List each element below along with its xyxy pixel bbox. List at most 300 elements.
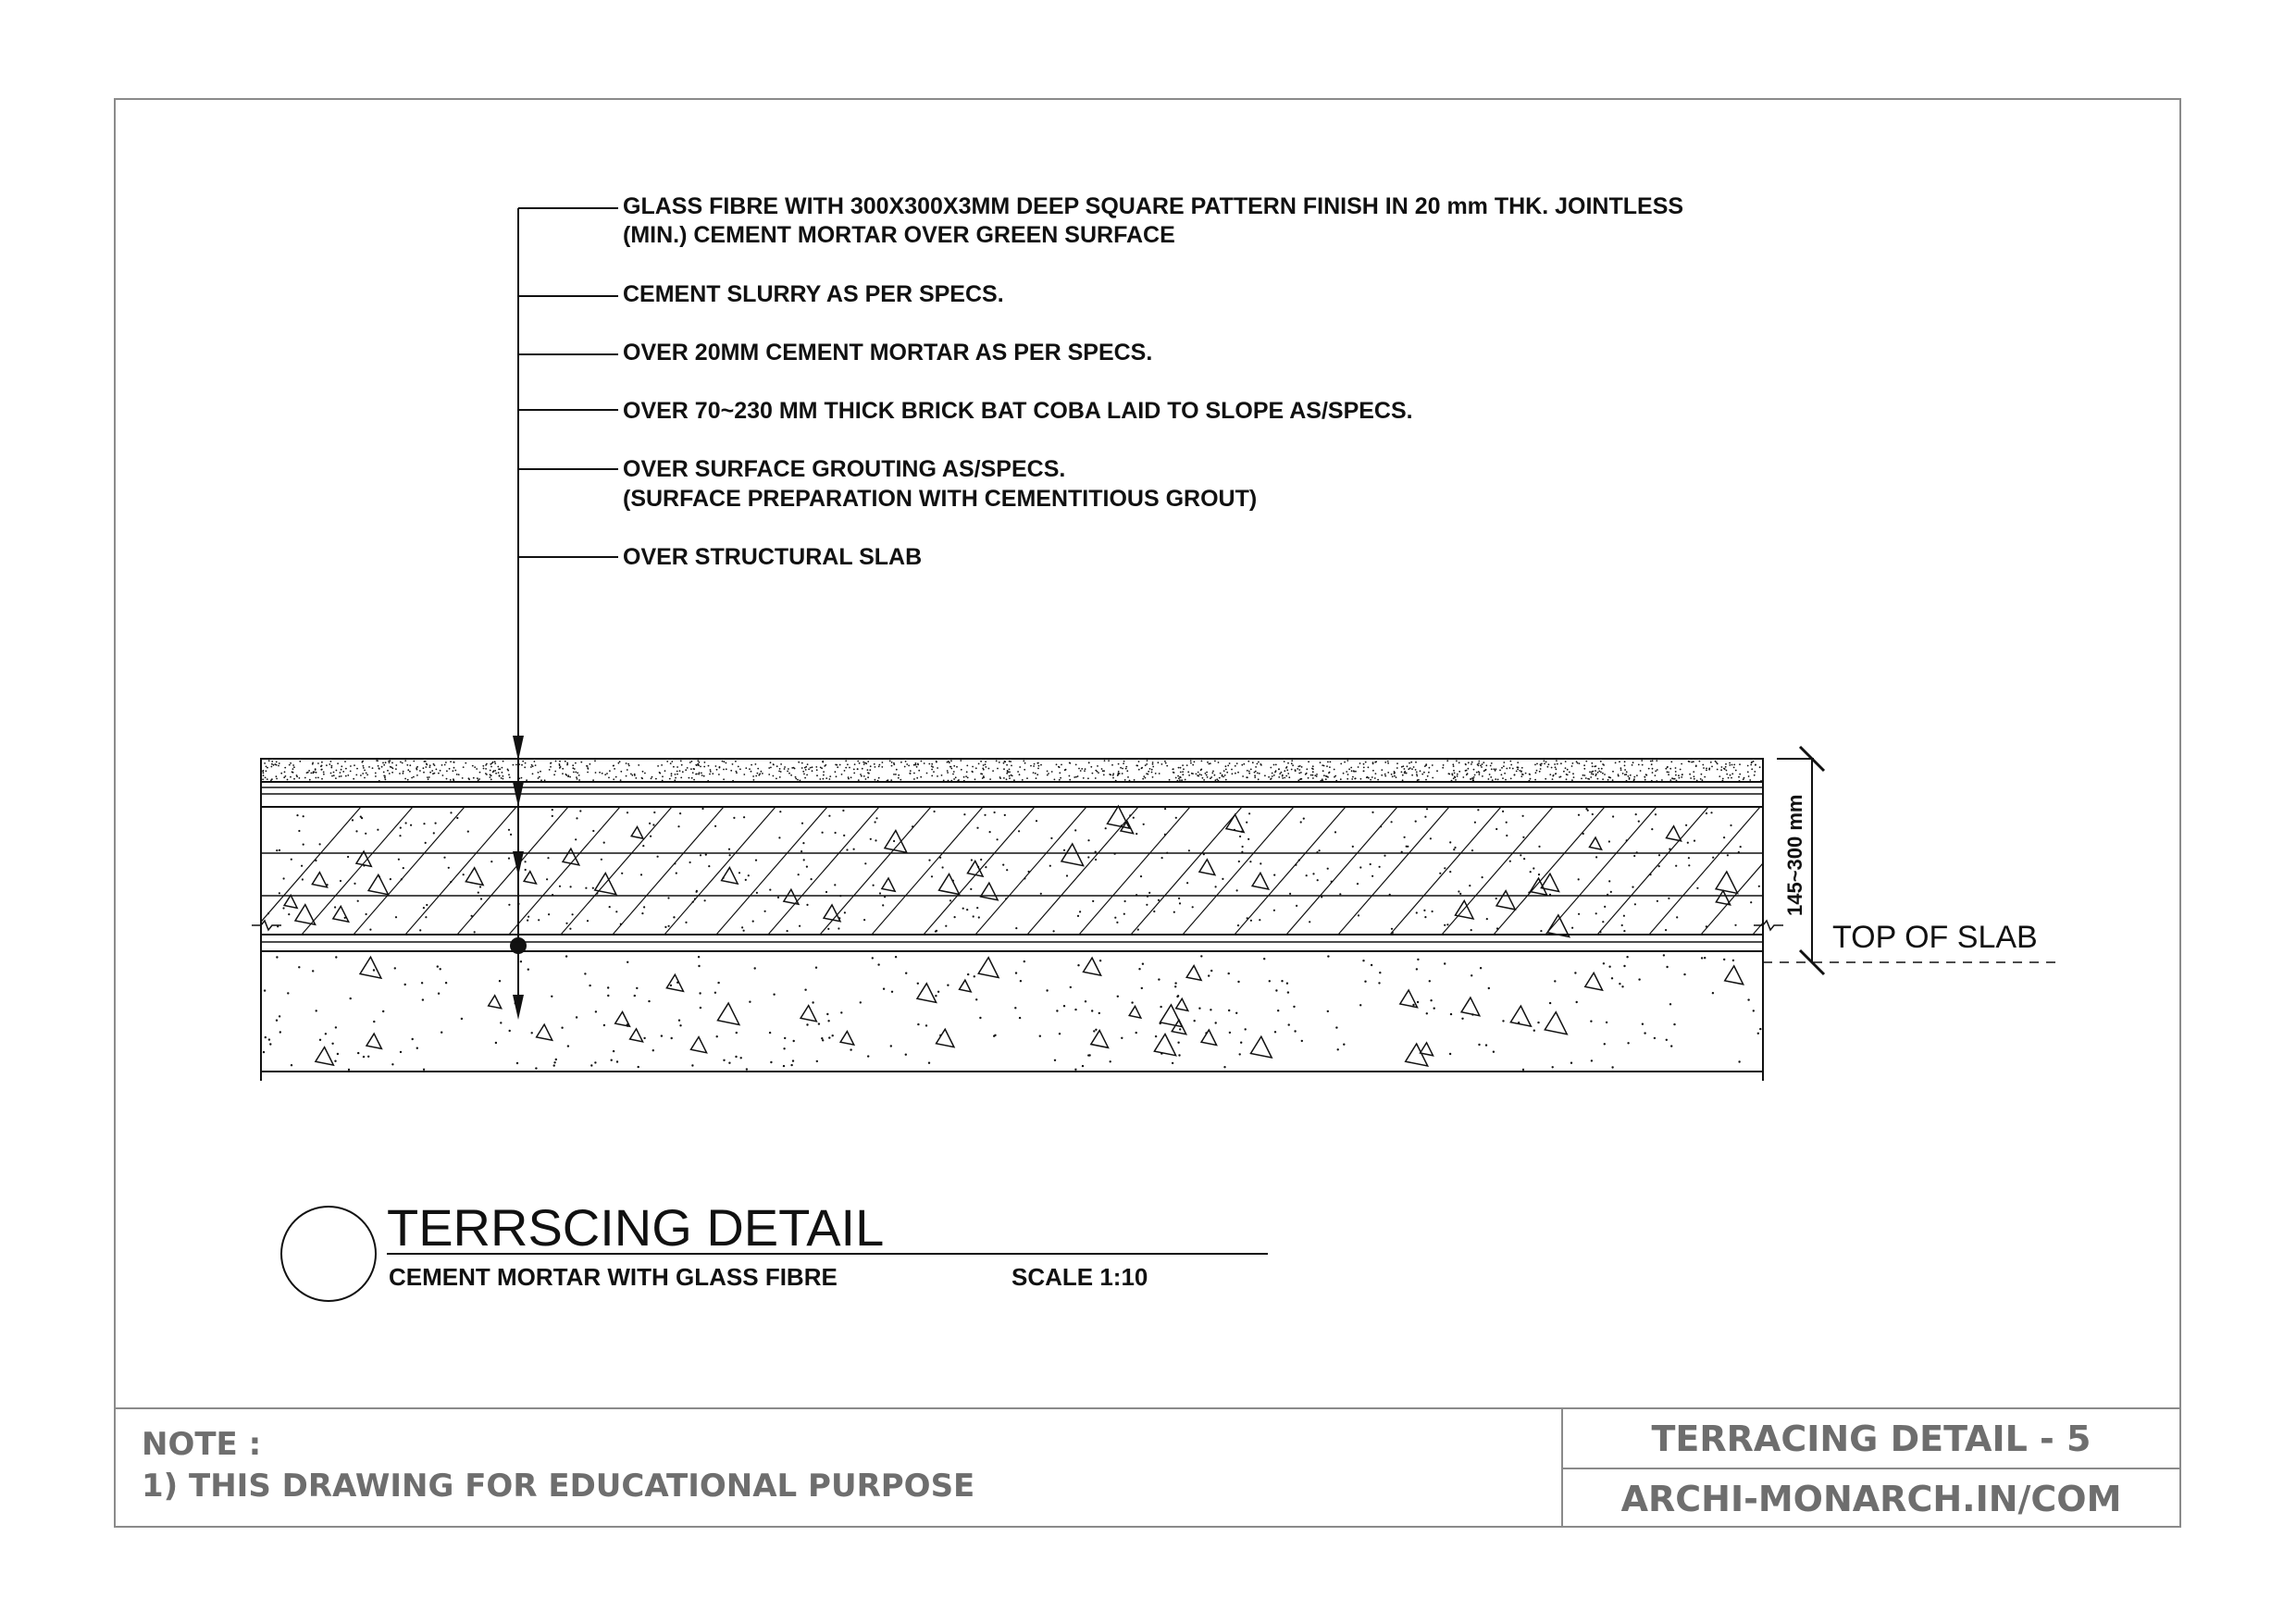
- stipple-dot: [708, 765, 710, 767]
- stipple-dot: [1166, 852, 1168, 854]
- stipple-dot: [822, 1039, 824, 1041]
- stipple-dot: [463, 873, 465, 875]
- stipple-dot: [1287, 991, 1289, 993]
- stipple-dot: [874, 763, 875, 765]
- stipple-dot: [1319, 849, 1321, 851]
- stipple-dot: [1452, 763, 1454, 765]
- aggregate-mark: [316, 1047, 333, 1065]
- stipple-dot: [522, 761, 524, 762]
- stipple-dot: [1177, 780, 1179, 782]
- stipple-dot: [1379, 866, 1381, 868]
- stipple-dot: [339, 775, 341, 777]
- stipple-dot: [1602, 773, 1604, 774]
- stipple-dot: [1028, 871, 1030, 873]
- stipple-dot: [1609, 777, 1611, 779]
- stipple-dot: [296, 774, 298, 776]
- stipple-dot: [1225, 765, 1227, 767]
- stipple-dot: [367, 1056, 369, 1058]
- stipple-dot: [1717, 769, 1719, 771]
- stipple-dot: [1430, 999, 1432, 1001]
- stipple-dot: [490, 779, 492, 781]
- stipple-dot: [839, 895, 841, 897]
- stipple-dot: [1175, 817, 1177, 819]
- stipple-dot: [1295, 864, 1297, 866]
- stipple-dot: [559, 763, 561, 765]
- stipple-dot: [1105, 827, 1107, 829]
- stipple-dot: [941, 774, 943, 776]
- stipple-dot: [1257, 763, 1259, 765]
- dimension-label: 145~300 mm: [1783, 794, 1806, 916]
- stipple-dot: [1632, 886, 1633, 888]
- stipple-dot: [1436, 770, 1438, 772]
- stipple-dot: [1098, 772, 1099, 774]
- stipple-dot: [1268, 776, 1270, 778]
- stipple-dot: [531, 764, 533, 766]
- stipple-dot: [1453, 849, 1455, 850]
- stipple-dot: [1630, 774, 1632, 776]
- stipple-dot: [1321, 780, 1322, 782]
- stipple-dot: [552, 894, 553, 896]
- stipple-dot: [1275, 989, 1277, 991]
- stipple-dot: [1600, 772, 1602, 774]
- stipple-dot: [867, 769, 869, 771]
- hatch-line: [924, 807, 1035, 935]
- stipple-dot: [1693, 771, 1694, 773]
- stipple-dot: [949, 762, 950, 763]
- stipple-dot: [562, 768, 564, 770]
- stipple-dot: [1530, 871, 1532, 873]
- stipple-dot: [1136, 1032, 1137, 1034]
- stipple-dot: [700, 766, 701, 768]
- stipple-dot: [520, 960, 522, 962]
- stipple-dot: [791, 767, 793, 769]
- stipple-dot: [587, 920, 589, 922]
- stipple-dot: [1478, 771, 1480, 773]
- stipple-dot: [634, 995, 636, 997]
- stipple-dot: [1372, 763, 1374, 765]
- stipple-dot: [1520, 770, 1522, 772]
- stipple-dot: [407, 779, 409, 781]
- stipple-dot: [462, 777, 464, 779]
- stipple-dot: [589, 985, 590, 986]
- stipple-dot: [1402, 779, 1404, 781]
- stipple-dot: [1173, 911, 1175, 913]
- stipple-dot: [1455, 779, 1457, 781]
- stipple-dot: [676, 771, 678, 773]
- stipple-dot: [887, 780, 888, 782]
- stipple-dot: [745, 767, 747, 769]
- stipple-dot: [681, 764, 683, 766]
- stipple-dot: [440, 770, 441, 772]
- stipple-dot: [1688, 864, 1690, 866]
- stipple-dot: [1680, 769, 1682, 771]
- stipple-dot: [652, 824, 654, 825]
- stipple-dot: [1689, 774, 1691, 775]
- section-layers: [252, 759, 1783, 1081]
- stipple-dot: [1674, 778, 1676, 780]
- stipple-dot: [1371, 964, 1372, 966]
- stipple-dot: [1632, 762, 1634, 763]
- stipple-dot: [521, 764, 523, 766]
- stipple-dot: [1723, 768, 1725, 770]
- stipple-dot: [673, 766, 675, 768]
- stipple-dot: [803, 774, 805, 775]
- stipple-dot: [1726, 770, 1728, 772]
- stipple-dot: [1462, 776, 1464, 778]
- stipple-dot: [773, 775, 775, 777]
- stipple-dot: [1739, 780, 1741, 782]
- stipple-dot: [1300, 772, 1302, 774]
- stipple-dot: [1080, 770, 1082, 772]
- stipple-dot: [1292, 764, 1294, 766]
- callout-label: (SURFACE PREPARATION WITH CEMENTITIOUS GROUT): [623, 486, 1258, 512]
- stipple-dot: [403, 771, 404, 773]
- stipple-dot: [1254, 772, 1256, 774]
- stipple-dot: [1695, 765, 1697, 767]
- stipple-dot: [1362, 960, 1364, 961]
- stipple-dot: [449, 768, 451, 770]
- stipple-dot: [779, 768, 781, 770]
- stipple-dot: [1114, 853, 1116, 855]
- stipple-dot: [404, 760, 406, 762]
- callout-label: OVER STRUCTURAL SLAB: [623, 544, 923, 570]
- stipple-dot: [340, 772, 341, 774]
- stipple-dot: [357, 900, 359, 902]
- stipple-dot: [1288, 1023, 1290, 1025]
- stipple-dot: [1570, 1062, 1572, 1064]
- stipple-dot: [290, 762, 292, 764]
- stipple-dot: [1216, 778, 1218, 780]
- stipple-dot: [1496, 927, 1498, 929]
- stipple-dot: [1286, 766, 1288, 768]
- stipple-dot: [317, 777, 319, 779]
- stipple-dot: [555, 761, 557, 762]
- stipple-dot: [1501, 774, 1503, 775]
- stipple-dot: [592, 887, 594, 889]
- stipple-dot: [1626, 780, 1628, 782]
- stipple-dot: [1694, 840, 1695, 842]
- stipple-dot: [413, 776, 415, 778]
- stipple-dot: [1278, 776, 1280, 778]
- stipple-dot: [1161, 763, 1163, 765]
- stipple-dot: [1442, 767, 1444, 769]
- stipple-dot: [837, 766, 838, 768]
- stipple-dot: [679, 1024, 681, 1026]
- stipple-dot: [1257, 773, 1259, 774]
- stipple-dot: [268, 760, 270, 762]
- stipple-dot: [1208, 974, 1210, 976]
- stipple-dot: [1518, 767, 1520, 769]
- stipple-dot: [1322, 778, 1323, 780]
- stipple-dot: [879, 764, 881, 766]
- stipple-dot: [1641, 760, 1643, 762]
- stipple-dot: [819, 778, 821, 780]
- stipple-dot: [1456, 760, 1458, 762]
- stipple-dot: [573, 772, 575, 774]
- stipple-dot: [429, 772, 431, 774]
- stipple-dot: [1706, 770, 1707, 772]
- stipple-dot: [364, 777, 366, 779]
- stipple-dot: [1595, 774, 1596, 776]
- stipple-dot: [1281, 980, 1283, 982]
- stipple-dot: [1534, 779, 1536, 781]
- stipple-dot: [1291, 762, 1293, 764]
- stipple-dot: [1656, 780, 1657, 782]
- stipple-dot: [925, 1024, 927, 1026]
- stipple-dot: [691, 761, 693, 762]
- stipple-dot: [273, 764, 275, 766]
- stipple-dot: [1719, 775, 1720, 777]
- stipple-dot: [1095, 777, 1097, 779]
- stipple-dot: [924, 762, 925, 764]
- stipple-dot: [1700, 778, 1702, 780]
- stipple-dot: [1040, 893, 1042, 895]
- stipple-dot: [1378, 982, 1380, 984]
- stipple-dot: [1350, 767, 1352, 769]
- stipple-dot: [341, 769, 342, 771]
- aggregate-mark: [1530, 878, 1546, 895]
- stipple-dot: [301, 865, 303, 867]
- stipple-dot: [1486, 918, 1488, 920]
- stipple-dot: [1620, 769, 1622, 771]
- stipple-dot: [971, 859, 973, 861]
- stipple-dot: [1471, 974, 1472, 976]
- stipple-dot: [525, 762, 527, 764]
- stipple-dot: [1140, 875, 1142, 877]
- stipple-dot: [1024, 960, 1025, 962]
- stipple-dot: [438, 993, 440, 995]
- stipple-dot: [1582, 774, 1584, 776]
- stipple-dot: [345, 775, 347, 777]
- stipple-dot: [372, 767, 374, 769]
- stipple-dot: [572, 913, 574, 915]
- stipple-dot: [1691, 762, 1693, 763]
- stipple-dot: [1549, 774, 1551, 775]
- stipple-dot: [1539, 771, 1541, 773]
- stipple-dot: [1119, 773, 1121, 774]
- stipple-dot: [790, 1064, 792, 1066]
- stipple-dot: [780, 771, 782, 773]
- stipple-dot: [1595, 770, 1596, 772]
- stipple-dot: [1478, 1044, 1480, 1046]
- stipple-dot: [1059, 766, 1061, 768]
- stipple-dot: [1355, 771, 1357, 773]
- stipple-dot: [1548, 763, 1550, 765]
- stipple-dot: [569, 928, 571, 930]
- stipple-dot: [398, 859, 400, 861]
- stipple-dot: [456, 774, 458, 775]
- stipple-dot: [1310, 774, 1312, 776]
- stipple-dot: [317, 762, 319, 764]
- stipple-dot: [1095, 1029, 1097, 1031]
- stipple-dot: [1219, 777, 1221, 779]
- stipple-dot: [1237, 981, 1239, 983]
- stipple-dot: [1732, 960, 1734, 961]
- stipple-dot: [749, 768, 751, 770]
- stipple-dot: [900, 779, 901, 781]
- stipple-dot: [403, 773, 404, 774]
- stipple-dot: [296, 814, 298, 816]
- stipple-dot: [1666, 1039, 1668, 1041]
- stipple-dot: [984, 814, 986, 816]
- stipple-dot: [1608, 776, 1610, 778]
- stipple-dot: [1658, 854, 1660, 856]
- stipple-dot: [1312, 774, 1314, 776]
- stipple-dot: [799, 925, 800, 927]
- stipple-dot: [784, 1037, 786, 1039]
- aggregate-mark: [1716, 872, 1737, 893]
- stipple-dot: [787, 930, 788, 932]
- stipple-dot: [1077, 775, 1079, 777]
- stipple-dot: [1030, 765, 1032, 767]
- stipple-dot: [1036, 820, 1037, 822]
- stipple-dot: [825, 777, 827, 779]
- stipple-dot: [534, 761, 536, 762]
- aggregate-mark: [722, 868, 738, 885]
- stipple-dot: [1137, 929, 1139, 931]
- stipple-dot: [448, 867, 450, 869]
- stipple-dot: [1179, 779, 1181, 781]
- stipple-dot: [1099, 960, 1101, 961]
- stipple-dot: [1675, 774, 1677, 776]
- stipple-dot: [1151, 769, 1153, 771]
- stipple-dot: [1759, 766, 1761, 768]
- stipple-dot: [655, 778, 657, 780]
- stipple-dot: [1549, 1002, 1551, 1004]
- stipple-dot: [350, 997, 352, 999]
- stipple-dot: [1282, 774, 1284, 776]
- stipple-dot: [1654, 1037, 1656, 1039]
- stipple-dot: [1354, 778, 1356, 780]
- stipple-dot: [1095, 851, 1097, 853]
- stipple-dot: [1293, 1006, 1295, 1008]
- stipple-dot: [1655, 774, 1657, 776]
- stipple-dot: [433, 832, 435, 834]
- stipple-dot: [615, 776, 617, 778]
- stipple-dot: [308, 770, 310, 772]
- stipple-dot: [1301, 778, 1303, 780]
- stipple-dot: [1161, 857, 1163, 859]
- stipple-dot: [1146, 773, 1148, 774]
- stipple-dot: [980, 761, 982, 762]
- stipple-dot: [806, 774, 808, 776]
- stipple-dot: [806, 904, 808, 906]
- stipple-dot: [1056, 1010, 1058, 1011]
- stipple-dot: [937, 767, 938, 769]
- stipple-dot: [471, 915, 473, 917]
- stipple-dot: [910, 770, 912, 772]
- stipple-dot: [450, 881, 452, 883]
- stipple-dot: [649, 823, 651, 824]
- stipple-dot: [319, 843, 321, 845]
- stipple-dot: [1279, 773, 1281, 774]
- stipple-dot: [517, 762, 519, 763]
- stipple-dot: [1618, 774, 1620, 775]
- stipple-dot: [1758, 886, 1760, 887]
- stipple-dot: [1254, 776, 1256, 778]
- stipple-dot: [1612, 771, 1614, 773]
- stipple-dot: [1754, 774, 1756, 776]
- stipple-dot: [818, 1022, 820, 1024]
- stipple-dot: [1693, 761, 1694, 762]
- stipple-dot: [495, 1042, 497, 1044]
- stipple-dot: [329, 763, 330, 765]
- stipple-dot: [426, 904, 428, 906]
- stipple-dot: [284, 771, 286, 773]
- stipple-dot: [1514, 774, 1516, 775]
- stipple-dot: [1222, 775, 1223, 777]
- stipple-dot: [1200, 774, 1202, 776]
- stipple-dot: [1387, 762, 1389, 764]
- stipple-dot: [1272, 773, 1273, 774]
- stipple-dot: [1401, 766, 1403, 768]
- stipple-dot: [1540, 930, 1542, 932]
- stipple-dot: [1083, 777, 1085, 779]
- stipple-dot: [790, 774, 792, 776]
- stipple-dot: [1730, 824, 1731, 826]
- aggregate-mark: [885, 831, 907, 853]
- stipple-dot: [1322, 770, 1324, 772]
- stipple-dot: [1739, 763, 1741, 765]
- stipple-dot: [1731, 777, 1732, 779]
- stipple-dot: [1169, 779, 1171, 781]
- stipple-dot: [1391, 774, 1393, 775]
- stipple-dot: [1242, 775, 1244, 777]
- stipple-dot: [1482, 775, 1483, 777]
- stipple-dot: [1702, 779, 1704, 781]
- stipple-dot: [769, 1032, 771, 1034]
- stipple-dot: [1666, 966, 1668, 968]
- stipple-dot: [1112, 777, 1114, 779]
- stipple-dot: [576, 817, 577, 819]
- stipple-dot: [1056, 763, 1058, 765]
- stipple-dot: [1623, 965, 1625, 967]
- stipple-dot: [1490, 765, 1492, 767]
- stipple-dot: [1136, 765, 1138, 767]
- stipple-dot: [316, 777, 317, 779]
- stipple-dot: [882, 762, 884, 763]
- stipple-dot: [1554, 763, 1556, 765]
- aggregate-mark: [1129, 1006, 1141, 1018]
- stipple-dot: [854, 763, 856, 765]
- stipple-dot: [1210, 970, 1212, 972]
- stipple-dot: [1331, 881, 1333, 883]
- stipple-dot: [879, 892, 881, 894]
- stipple-dot: [1248, 812, 1250, 814]
- stipple-dot: [1451, 773, 1453, 774]
- stipple-dot: [312, 762, 314, 764]
- stipple-dot: [427, 776, 428, 778]
- stipple-dot: [379, 780, 380, 782]
- stipple-dot: [508, 904, 510, 906]
- stipple-dot: [963, 813, 965, 815]
- stipple-dot: [559, 761, 561, 762]
- stipple-dot: [1405, 773, 1407, 774]
- stipple-dot: [278, 765, 279, 767]
- stipple-dot: [664, 770, 666, 772]
- stipple-dot: [1347, 760, 1348, 762]
- stipple-dot: [770, 762, 772, 763]
- stipple-dot: [826, 1013, 828, 1015]
- stipple-dot: [1577, 762, 1579, 764]
- stipple-dot: [726, 768, 727, 770]
- stipple-dot: [365, 833, 366, 835]
- stipple-dot: [490, 776, 491, 778]
- hatch-line: [1235, 807, 1346, 935]
- stipple-dot: [1495, 770, 1496, 772]
- aggregate-mark: [960, 980, 972, 992]
- stipple-dot: [1706, 925, 1707, 927]
